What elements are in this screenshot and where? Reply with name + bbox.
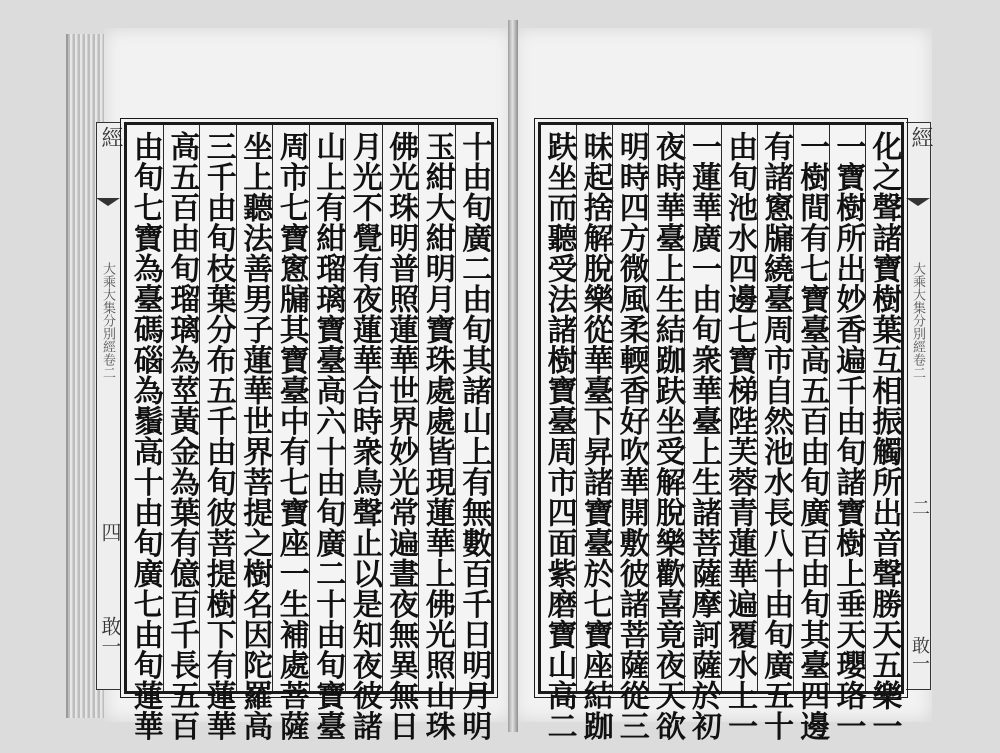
left-page-number: 四 bbox=[98, 522, 122, 542]
text-column bbox=[829, 125, 866, 741]
right-fishtail-mark bbox=[906, 198, 930, 206]
column-text: 化之聲諸寶樹葉互相振觸所出音聲勝天五樂一 bbox=[866, 131, 902, 741]
text-column bbox=[455, 125, 492, 741]
text-column bbox=[576, 125, 613, 741]
book-gutter bbox=[508, 20, 518, 732]
text-column bbox=[272, 125, 309, 741]
column-text: 一蓮華廣一由旬衆華臺上生諸菩薩摩訶薩於初 bbox=[685, 131, 721, 741]
column-text: 高五百由旬瑠璃為莖黃金為葉有億百千長五百 bbox=[164, 131, 200, 741]
text-column bbox=[345, 125, 382, 741]
left-margin-top-label: 經 bbox=[98, 126, 123, 148]
text-column bbox=[236, 125, 273, 741]
text-column bbox=[793, 125, 830, 741]
text-column bbox=[865, 125, 902, 741]
right-margin-top-label: 經 bbox=[908, 126, 933, 148]
column-text: 由旬七寶為臺碼碯為鬚高十由旬廣七由旬蓮華 bbox=[127, 131, 163, 741]
text-column bbox=[418, 125, 455, 741]
column-text: 明時四方微風柔輭香好吹華開敷彼諸菩薩從三 bbox=[613, 131, 649, 741]
left-fishtail-mark bbox=[96, 198, 120, 206]
column-text: 月光不覺有夜蓮華合時衆鳥聲止以是知夜彼諸 bbox=[346, 131, 382, 741]
right-margin-title: 大乘大集分別經卷二 bbox=[910, 262, 925, 379]
column-text: 一樹間有七寶臺高五百由旬廣百由旬其臺四邊 bbox=[794, 131, 830, 741]
column-text: 十由旬廣二由旬其諸山上有無數百千日明月明 bbox=[456, 131, 492, 741]
right-text-frame bbox=[538, 122, 904, 741]
column-text: 坐上聽法善男子蓮華世界菩提之樹名因陀羅高 bbox=[237, 131, 273, 741]
column-text: 昧起捨解脫樂從華臺下昇諸寶臺於七寶座結跏 bbox=[577, 131, 613, 741]
right-margin-bottom-label: 敢一 bbox=[909, 636, 930, 672]
column-text: 由旬池水四邊七寶梯陛芙蓉青蓮華遍覆水上一 bbox=[722, 131, 758, 741]
left-margin-strip bbox=[96, 122, 121, 690]
text-column bbox=[648, 125, 685, 741]
column-text: 一寶樹所出妙香遍千由旬諸寶樹上垂天瓔珞一 bbox=[830, 131, 866, 741]
column-text: 夜時華臺上生結跏趺坐受解脫樂歡喜竟夜天欲 bbox=[649, 131, 685, 741]
column-text: 佛光珠明普照蓮華世界妙光常遍晝夜無異無日 bbox=[383, 131, 419, 741]
text-column bbox=[612, 125, 649, 741]
right-columns bbox=[541, 125, 902, 741]
left-margin-bottom-label: 敢一 bbox=[98, 616, 122, 656]
column-text: 周市七寶窻牖其寶臺中有七寶座一生補處菩薩 bbox=[273, 131, 309, 741]
text-column bbox=[541, 125, 577, 741]
left-columns bbox=[127, 125, 492, 741]
right-page-number: 二 bbox=[909, 498, 930, 516]
column-text: 玉紺大紺明月寶珠處處皆現蓮華上佛光照山珠 bbox=[419, 131, 455, 741]
column-text: 趺坐而聽受法諸樹寶臺周市四面紫磨寶山高二 bbox=[541, 131, 577, 741]
text-column bbox=[163, 125, 200, 741]
left-margin-title: 大乘大集分別經卷二 bbox=[100, 262, 115, 379]
column-text: 三千由旬枝葉分布五千由旬彼菩提樹下有蓮華 bbox=[200, 131, 236, 741]
text-column bbox=[309, 125, 346, 741]
text-column bbox=[757, 125, 794, 741]
text-column bbox=[199, 125, 236, 741]
text-column bbox=[684, 125, 721, 741]
text-column bbox=[382, 125, 419, 741]
text-column bbox=[127, 125, 163, 741]
right-margin-strip bbox=[906, 122, 931, 690]
text-column bbox=[721, 125, 758, 741]
column-text: 山上有紺瑠璃寶臺高六十由旬廣二十由旬寶臺 bbox=[310, 131, 346, 741]
column-text: 有諸窻牖繞臺周市自然池水長八十由旬廣五十 bbox=[758, 131, 794, 741]
left-text-frame bbox=[124, 122, 494, 741]
